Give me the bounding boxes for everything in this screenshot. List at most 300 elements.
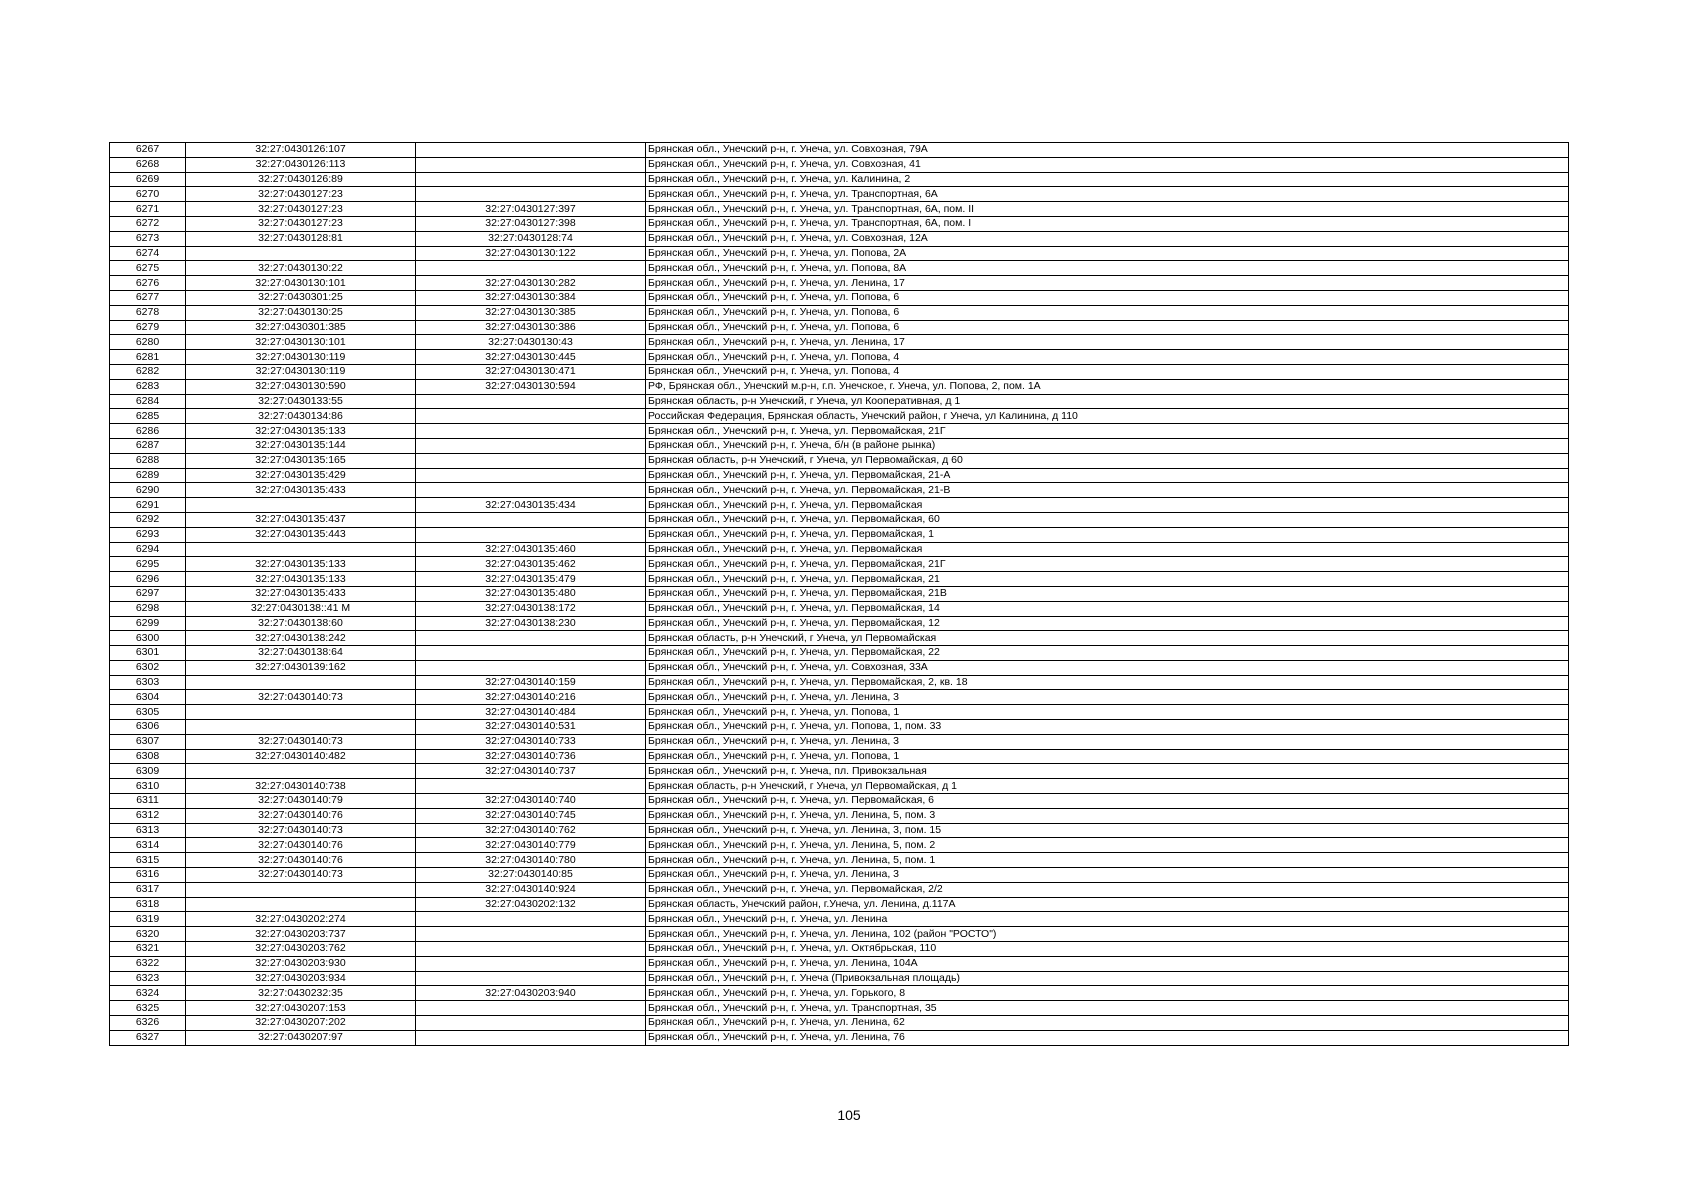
parcel-cadastral-number-cell: 32:27:0430140:79 (186, 794, 416, 809)
table-row (110, 586, 1569, 601)
row-number-cell: 6322 (110, 956, 186, 971)
parcel-cadastral-number-cell: 32:27:0430127:23 (186, 216, 416, 231)
address-cell: РФ, Брянская обл., Унечский м.р-н, г.п. Унечское, г. Унеча, ул. Попова, 2, пом. 1А (646, 379, 1569, 394)
table-row (110, 438, 1569, 453)
parcel-cadastral-number-cell (186, 897, 416, 912)
parcel-cadastral-number-cell (186, 882, 416, 897)
table-row (110, 157, 1569, 172)
table-row (110, 986, 1569, 1001)
table-row (110, 498, 1569, 513)
object-cadastral-number-cell: 32:27:0430140:531 (416, 720, 646, 735)
address-cell: Брянская обл., Унечский р-н, г. Унеча, ул. Ленина, 5, пом. 3 (646, 808, 1569, 823)
object-cadastral-number-cell: 32:27:0430135:480 (416, 586, 646, 601)
registry-table (109, 142, 1569, 1046)
address-cell: Брянская обл., Унечский р-н, г. Унеча, ул. Ленина, 104А (646, 956, 1569, 971)
row-number-cell: 6309 (110, 764, 186, 779)
table-row (110, 187, 1569, 202)
table-row (110, 453, 1569, 468)
address-cell: Брянская обл., Унечский р-н, г. Унеча, б/н (в районе рынка) (646, 438, 1569, 453)
object-cadastral-number-cell: 32:27:0430130:122 (416, 246, 646, 261)
object-cadastral-number-cell (416, 143, 646, 158)
table-row (110, 631, 1569, 646)
object-cadastral-number-cell (416, 942, 646, 957)
row-number-cell: 6267 (110, 143, 186, 158)
address-cell: Брянская обл., Унечский р-н, г. Унеча, ул. Совхозная, 79А (646, 143, 1569, 158)
table-row (110, 350, 1569, 365)
object-cadastral-number-cell: 32:27:0430130:594 (416, 379, 646, 394)
address-cell: Брянская обл., Унечский р-н, г. Унеча, ул. Ленина, 3, пом. 15 (646, 823, 1569, 838)
parcel-cadastral-number-cell: 32:27:0430130:101 (186, 276, 416, 291)
object-cadastral-number-cell (416, 631, 646, 646)
object-cadastral-number-cell: 32:27:0430140:745 (416, 808, 646, 823)
parcel-cadastral-number-cell: 32:27:0430135:144 (186, 438, 416, 453)
row-number-cell: 6324 (110, 986, 186, 1001)
address-cell: Брянская обл., Унечский р-н, г. Унеча, ул. Первомайская, 12 (646, 616, 1569, 631)
parcel-cadastral-number-cell: 32:27:0430203:762 (186, 942, 416, 957)
object-cadastral-number-cell (416, 1016, 646, 1031)
row-number-cell: 6284 (110, 394, 186, 409)
address-cell: Брянская область, р-н Унечский, г Унеча, ул Первомайская, д 1 (646, 779, 1569, 794)
object-cadastral-number-cell: 32:27:0430138:172 (416, 601, 646, 616)
parcel-cadastral-number-cell: 32:27:0430130:119 (186, 364, 416, 379)
object-cadastral-number-cell (416, 512, 646, 527)
table-row (110, 749, 1569, 764)
parcel-cadastral-number-cell: 32:27:0430140:73 (186, 868, 416, 883)
parcel-cadastral-number-cell: 32:27:0430135:133 (186, 424, 416, 439)
address-cell: Брянская обл., Унечский р-н, г. Унеча, ул. Первомайская, 21Г (646, 424, 1569, 439)
address-cell: Брянская обл., Унечский р-н, г. Унеча, ул. Попова, 6 (646, 320, 1569, 335)
table-row (110, 601, 1569, 616)
parcel-cadastral-number-cell (186, 764, 416, 779)
object-cadastral-number-cell: 32:27:0430140:85 (416, 868, 646, 883)
address-cell: Брянская обл., Унечский р-н, г. Унеча, ул. Первомайская, 1 (646, 527, 1569, 542)
parcel-cadastral-number-cell: 32:27:0430135:443 (186, 527, 416, 542)
row-number-cell: 6308 (110, 749, 186, 764)
table-row (110, 971, 1569, 986)
row-number-cell: 6295 (110, 557, 186, 572)
table-row (110, 246, 1569, 261)
table-row (110, 882, 1569, 897)
object-cadastral-number-cell (416, 971, 646, 986)
table-row (110, 557, 1569, 572)
table-row (110, 290, 1569, 305)
object-cadastral-number-cell (416, 172, 646, 187)
row-number-cell: 6304 (110, 690, 186, 705)
object-cadastral-number-cell: 32:27:0430135:479 (416, 572, 646, 587)
object-cadastral-number-cell (416, 483, 646, 498)
page-number: 105 (837, 1107, 861, 1123)
parcel-cadastral-number-cell: 32:27:0430135:165 (186, 453, 416, 468)
parcel-cadastral-number-cell (186, 246, 416, 261)
parcel-cadastral-number-cell: 32:27:0430135:133 (186, 572, 416, 587)
table-row (110, 483, 1569, 498)
address-cell: Брянская обл., Унечский р-н, г. Унеча, ул. Ленина, 62 (646, 1016, 1569, 1031)
parcel-cadastral-number-cell: 32:27:0430126:113 (186, 157, 416, 172)
table-row (110, 927, 1569, 942)
object-cadastral-number-cell (416, 187, 646, 202)
table-row (110, 261, 1569, 276)
parcel-cadastral-number-cell: 32:27:0430130:101 (186, 335, 416, 350)
object-cadastral-number-cell (416, 424, 646, 439)
table-row (110, 734, 1569, 749)
row-number-cell: 6316 (110, 868, 186, 883)
object-cadastral-number-cell: 32:27:0430128:74 (416, 231, 646, 246)
parcel-cadastral-number-cell: 32:27:0430203:737 (186, 927, 416, 942)
object-cadastral-number-cell: 32:27:0430130:385 (416, 305, 646, 320)
row-number-cell: 6275 (110, 261, 186, 276)
row-number-cell: 6314 (110, 838, 186, 853)
address-cell: Российская Федерация, Брянская область, Унечский район, г Унеча, ул Калинина, д 110 (646, 409, 1569, 424)
address-cell: Брянская обл., Унечский р-н, г. Унеча, ул. Транспортная, 6А, пом. I (646, 216, 1569, 231)
parcel-cadastral-number-cell: 32:27:0430138:64 (186, 646, 416, 661)
row-number-cell: 6311 (110, 794, 186, 809)
parcel-cadastral-number-cell: 32:27:0430207:153 (186, 1001, 416, 1016)
table-row (110, 675, 1569, 690)
object-cadastral-number-cell (416, 660, 646, 675)
object-cadastral-number-cell (416, 1030, 646, 1045)
table-row (110, 764, 1569, 779)
object-cadastral-number-cell: 32:27:0430140:924 (416, 882, 646, 897)
parcel-cadastral-number-cell (186, 498, 416, 513)
object-cadastral-number-cell: 32:27:0430135:462 (416, 557, 646, 572)
parcel-cadastral-number-cell: 32:27:0430133:55 (186, 394, 416, 409)
address-cell: Брянская обл., Унечский р-н, г. Унеча, пл. Привокзальная (646, 764, 1569, 779)
address-cell: Брянская обл., Унечский р-н, г. Унеча, ул. Первомайская, 2/2 (646, 882, 1569, 897)
object-cadastral-number-cell: 32:27:0430130:386 (416, 320, 646, 335)
address-cell: Брянская обл., Унечский р-н, г. Унеча, ул. Первомайская, 60 (646, 512, 1569, 527)
table-row (110, 942, 1569, 957)
parcel-cadastral-number-cell: 32:27:0430301:25 (186, 290, 416, 305)
parcel-cadastral-number-cell: 32:27:0430203:930 (186, 956, 416, 971)
address-cell: Брянская обл., Унечский р-н, г. Унеча, ул. Первомайская (646, 498, 1569, 513)
parcel-cadastral-number-cell: 32:27:0430140:73 (186, 690, 416, 705)
object-cadastral-number-cell (416, 409, 646, 424)
address-cell: Брянская область, р-н Унечский, г Унеча, ул Первомайская, д 60 (646, 453, 1569, 468)
row-number-cell: 6297 (110, 586, 186, 601)
row-number-cell: 6271 (110, 202, 186, 217)
parcel-cadastral-number-cell: 32:27:0430126:107 (186, 143, 416, 158)
table-row (110, 660, 1569, 675)
parcel-cadastral-number-cell: 32:27:0430207:202 (186, 1016, 416, 1031)
address-cell: Брянская обл., Унечский р-н, г. Унеча, ул. Совхозная, 41 (646, 157, 1569, 172)
row-number-cell: 6302 (110, 660, 186, 675)
row-number-cell: 6291 (110, 498, 186, 513)
row-number-cell: 6281 (110, 350, 186, 365)
address-cell: Брянская обл., Унечский р-н, г. Унеча, ул. Ленина, 17 (646, 335, 1569, 350)
row-number-cell: 6280 (110, 335, 186, 350)
address-cell: Брянская обл., Унечский р-н, г. Унеча, ул. Попова, 1 (646, 705, 1569, 720)
parcel-cadastral-number-cell: 32:27:0430139:162 (186, 660, 416, 675)
table-row (110, 779, 1569, 794)
address-cell: Брянская обл., Унечский р-н, г. Унеча, ул. Попова, 1 (646, 749, 1569, 764)
object-cadastral-number-cell: 32:27:0430130:43 (416, 335, 646, 350)
object-cadastral-number-cell: 32:27:0430127:397 (416, 202, 646, 217)
object-cadastral-number-cell (416, 956, 646, 971)
table-row (110, 424, 1569, 439)
table-row (110, 705, 1569, 720)
parcel-cadastral-number-cell: 32:27:0430130:22 (186, 261, 416, 276)
row-number-cell: 6269 (110, 172, 186, 187)
table-row (110, 853, 1569, 868)
object-cadastral-number-cell: 32:27:0430140:216 (416, 690, 646, 705)
address-cell: Брянская обл., Унечский р-н, г. Унеча, ул. Калинина, 2 (646, 172, 1569, 187)
parcel-cadastral-number-cell: 32:27:0430135:429 (186, 468, 416, 483)
object-cadastral-number-cell: 32:27:0430140:736 (416, 749, 646, 764)
object-cadastral-number-cell: 32:27:0430127:398 (416, 216, 646, 231)
object-cadastral-number-cell (416, 527, 646, 542)
address-cell: Брянская обл., Унечский р-н, г. Унеча, ул. Ленина, 5, пом. 2 (646, 838, 1569, 853)
parcel-cadastral-number-cell (186, 675, 416, 690)
parcel-cadastral-number-cell: 32:27:0430301:385 (186, 320, 416, 335)
row-number-cell: 6283 (110, 379, 186, 394)
table-row (110, 409, 1569, 424)
row-number-cell: 6303 (110, 675, 186, 690)
object-cadastral-number-cell (416, 779, 646, 794)
table-row (110, 690, 1569, 705)
address-cell: Брянская обл., Унечский р-н, г. Унеча, ул. Попова, 6 (646, 305, 1569, 320)
parcel-cadastral-number-cell: 32:27:0430138:60 (186, 616, 416, 631)
table-row (110, 868, 1569, 883)
parcel-cadastral-number-cell: 32:27:0430140:76 (186, 838, 416, 853)
address-cell: Брянская обл., Унечский р-н, г. Унеча, ул. Первомайская, 21-А (646, 468, 1569, 483)
row-number-cell: 6268 (110, 157, 186, 172)
row-number-cell: 6317 (110, 882, 186, 897)
object-cadastral-number-cell (416, 438, 646, 453)
parcel-cadastral-number-cell: 32:27:0430140:73 (186, 734, 416, 749)
table-row (110, 616, 1569, 631)
address-cell: Брянская обл., Унечский р-н, г. Унеча (Привокзальная площадь) (646, 971, 1569, 986)
registry-table-body (110, 143, 1569, 1046)
parcel-cadastral-number-cell (186, 720, 416, 735)
parcel-cadastral-number-cell: 32:27:0430140:76 (186, 808, 416, 823)
object-cadastral-number-cell: 32:27:0430202:132 (416, 897, 646, 912)
row-number-cell: 6318 (110, 897, 186, 912)
parcel-cadastral-number-cell: 32:27:0430232:35 (186, 986, 416, 1001)
address-cell: Брянская область, р-н Унечский, г Унеча, ул Кооперативная, д 1 (646, 394, 1569, 409)
table-row (110, 808, 1569, 823)
address-cell: Брянская обл., Унечский р-н, г. Унеча, ул. Ленина, 3 (646, 868, 1569, 883)
row-number-cell: 6276 (110, 276, 186, 291)
object-cadastral-number-cell: 32:27:0430203:940 (416, 986, 646, 1001)
table-row (110, 512, 1569, 527)
address-cell: Брянская обл., Унечский р-н, г. Унеча, ул. Первомайская, 6 (646, 794, 1569, 809)
table-row (110, 646, 1569, 661)
table-row (110, 202, 1569, 217)
object-cadastral-number-cell: 32:27:0430140:159 (416, 675, 646, 690)
parcel-cadastral-number-cell: 32:27:0430203:934 (186, 971, 416, 986)
parcel-cadastral-number-cell: 32:27:0430140:482 (186, 749, 416, 764)
row-number-cell: 6327 (110, 1030, 186, 1045)
object-cadastral-number-cell: 32:27:0430135:434 (416, 498, 646, 513)
row-number-cell: 6319 (110, 912, 186, 927)
row-number-cell: 6315 (110, 853, 186, 868)
row-number-cell: 6305 (110, 705, 186, 720)
address-cell: Брянская обл., Унечский р-н, г. Унеча, ул. Ленина, 102 (район "РОСТО") (646, 927, 1569, 942)
row-number-cell: 6293 (110, 527, 186, 542)
object-cadastral-number-cell: 32:27:0430140:740 (416, 794, 646, 809)
parcel-cadastral-number-cell: 32:27:0430128:81 (186, 231, 416, 246)
table-row (110, 1030, 1569, 1045)
address-cell: Брянская обл., Унечский р-н, г. Унеча, ул. Первомайская, 21 (646, 572, 1569, 587)
row-number-cell: 6282 (110, 364, 186, 379)
address-cell: Брянская обл., Унечский р-н, г. Унеча, ул. Попова, 4 (646, 350, 1569, 365)
address-cell: Брянская обл., Унечский р-н, г. Унеча, ул. Ленина, 3 (646, 734, 1569, 749)
row-number-cell: 6272 (110, 216, 186, 231)
address-cell: Брянская обл., Унечский р-н, г. Унеча, ул. Ленина, 76 (646, 1030, 1569, 1045)
table-row (110, 897, 1569, 912)
object-cadastral-number-cell: 32:27:0430130:445 (416, 350, 646, 365)
table-row (110, 143, 1569, 158)
parcel-cadastral-number-cell (186, 705, 416, 720)
table-row (110, 305, 1569, 320)
object-cadastral-number-cell: 32:27:0430138:230 (416, 616, 646, 631)
table-row (110, 823, 1569, 838)
object-cadastral-number-cell (416, 468, 646, 483)
row-number-cell: 6270 (110, 187, 186, 202)
object-cadastral-number-cell: 32:27:0430140:780 (416, 853, 646, 868)
parcel-cadastral-number-cell: 32:27:0430130:119 (186, 350, 416, 365)
address-cell: Брянская область, р-н Унечский, г Унеча, ул Первомайская (646, 631, 1569, 646)
address-cell: Брянская обл., Унечский р-н, г. Унеча, ул. Первомайская, 21В (646, 586, 1569, 601)
row-number-cell: 6290 (110, 483, 186, 498)
object-cadastral-number-cell (416, 157, 646, 172)
table-row (110, 838, 1569, 853)
table-row (110, 468, 1569, 483)
object-cadastral-number-cell: 32:27:0430140:737 (416, 764, 646, 779)
row-number-cell: 6288 (110, 453, 186, 468)
table-row (110, 794, 1569, 809)
object-cadastral-number-cell: 32:27:0430130:282 (416, 276, 646, 291)
table-row (110, 231, 1569, 246)
row-number-cell: 6325 (110, 1001, 186, 1016)
parcel-cadastral-number-cell: 32:27:0430135:433 (186, 586, 416, 601)
object-cadastral-number-cell: 32:27:0430130:471 (416, 364, 646, 379)
parcel-cadastral-number-cell: 32:27:0430127:23 (186, 202, 416, 217)
object-cadastral-number-cell: 32:27:0430140:484 (416, 705, 646, 720)
row-number-cell: 6273 (110, 231, 186, 246)
parcel-cadastral-number-cell: 32:27:0430202:274 (186, 912, 416, 927)
row-number-cell: 6277 (110, 290, 186, 305)
row-number-cell: 6274 (110, 246, 186, 261)
row-number-cell: 6296 (110, 572, 186, 587)
table-row (110, 912, 1569, 927)
object-cadastral-number-cell: 32:27:0430140:779 (416, 838, 646, 853)
table-row (110, 364, 1569, 379)
parcel-cadastral-number-cell: 32:27:0430126:89 (186, 172, 416, 187)
parcel-cadastral-number-cell: 32:27:0430135:133 (186, 557, 416, 572)
object-cadastral-number-cell (416, 912, 646, 927)
parcel-cadastral-number-cell (186, 542, 416, 557)
parcel-cadastral-number-cell: 32:27:0430130:25 (186, 305, 416, 320)
address-cell: Брянская обл., Унечский р-н, г. Унеча, ул. Совхозная, 33А (646, 660, 1569, 675)
address-cell: Брянская обл., Унечский р-н, г. Унеча, ул. Первомайская, 2, кв. 18 (646, 675, 1569, 690)
row-number-cell: 6285 (110, 409, 186, 424)
address-cell: Брянская обл., Унечский р-н, г. Унеча, ул. Ленина, 3 (646, 690, 1569, 705)
table-row (110, 720, 1569, 735)
object-cadastral-number-cell (416, 927, 646, 942)
table-row (110, 379, 1569, 394)
object-cadastral-number-cell: 32:27:0430135:460 (416, 542, 646, 557)
row-number-cell: 6292 (110, 512, 186, 527)
row-number-cell: 6326 (110, 1016, 186, 1031)
row-number-cell: 6313 (110, 823, 186, 838)
row-number-cell: 6287 (110, 438, 186, 453)
row-number-cell: 6279 (110, 320, 186, 335)
table-row (110, 956, 1569, 971)
table-row (110, 1001, 1569, 1016)
object-cadastral-number-cell: 32:27:0430140:762 (416, 823, 646, 838)
address-cell: Брянская обл., Унечский р-н, г. Унеча, ул. Первомайская (646, 542, 1569, 557)
row-number-cell: 6301 (110, 646, 186, 661)
row-number-cell: 6294 (110, 542, 186, 557)
object-cadastral-number-cell (416, 261, 646, 276)
table-row (110, 572, 1569, 587)
parcel-cadastral-number-cell: 32:27:0430134:86 (186, 409, 416, 424)
table-row (110, 542, 1569, 557)
address-cell: Брянская обл., Унечский р-н, г. Унеча, ул. Ленина, 17 (646, 276, 1569, 291)
object-cadastral-number-cell (416, 453, 646, 468)
parcel-cadastral-number-cell: 32:27:0430130:590 (186, 379, 416, 394)
address-cell: Брянская обл., Унечский р-н, г. Унеча, ул. Попова, 1, пом. 33 (646, 720, 1569, 735)
address-cell: Брянская обл., Унечский р-н, г. Унеча, ул. Транспортная, 35 (646, 1001, 1569, 1016)
address-cell: Брянская обл., Унечский р-н, г. Унеча, ул. Первомайская, 22 (646, 646, 1569, 661)
table-row (110, 335, 1569, 350)
row-number-cell: 6286 (110, 424, 186, 439)
parcel-cadastral-number-cell: 32:27:0430135:433 (186, 483, 416, 498)
address-cell: Брянская обл., Унечский р-н, г. Унеча, ул. Попова, 6 (646, 290, 1569, 305)
parcel-cadastral-number-cell: 32:27:0430140:738 (186, 779, 416, 794)
address-cell: Брянская обл., Унечский р-н, г. Унеча, ул. Первомайская, 21Г (646, 557, 1569, 572)
address-cell: Брянская обл., Унечский р-н, г. Унеча, ул. Транспортная, 6А, пом. II (646, 202, 1569, 217)
row-number-cell: 6298 (110, 601, 186, 616)
parcel-cadastral-number-cell: 32:27:0430135:437 (186, 512, 416, 527)
row-number-cell: 6299 (110, 616, 186, 631)
parcel-cadastral-number-cell: 32:27:0430138::41 М (186, 601, 416, 616)
object-cadastral-number-cell: 32:27:0430140:733 (416, 734, 646, 749)
row-number-cell: 6300 (110, 631, 186, 646)
address-cell: Брянская обл., Унечский р-н, г. Унеча, ул. Совхозная, 12А (646, 231, 1569, 246)
table-row (110, 276, 1569, 291)
object-cadastral-number-cell (416, 646, 646, 661)
address-cell: Брянская обл., Унечский р-н, г. Унеча, ул. Попова, 2А (646, 246, 1569, 261)
row-number-cell: 6312 (110, 808, 186, 823)
table-row (110, 394, 1569, 409)
object-cadastral-number-cell (416, 1001, 646, 1016)
address-cell: Брянская обл., Унечский р-н, г. Унеча, ул. Первомайская, 14 (646, 601, 1569, 616)
row-number-cell: 6278 (110, 305, 186, 320)
address-cell: Брянская обл., Унечский р-н, г. Унеча, ул. Попова, 4 (646, 364, 1569, 379)
parcel-cadastral-number-cell: 32:27:0430138:242 (186, 631, 416, 646)
table-row (110, 216, 1569, 231)
object-cadastral-number-cell (416, 394, 646, 409)
table-row (110, 172, 1569, 187)
address-cell: Брянская обл., Унечский р-н, г. Унеча, ул. Ленина (646, 912, 1569, 927)
address-cell: Брянская область, Унечский район, г.Унеча, ул. Ленина, д.117А (646, 897, 1569, 912)
row-number-cell: 6307 (110, 734, 186, 749)
parcel-cadastral-number-cell: 32:27:0430207:97 (186, 1030, 416, 1045)
table-row (110, 320, 1569, 335)
row-number-cell: 6289 (110, 468, 186, 483)
address-cell: Брянская обл., Унечский р-н, г. Унеча, ул. Транспортная, 6А (646, 187, 1569, 202)
row-number-cell: 6310 (110, 779, 186, 794)
object-cadastral-number-cell: 32:27:0430130:384 (416, 290, 646, 305)
address-cell: Брянская обл., Унечский р-н, г. Унеча, ул. Октябрьская, 110 (646, 942, 1569, 957)
row-number-cell: 6323 (110, 971, 186, 986)
parcel-cadastral-number-cell: 32:27:0430140:73 (186, 823, 416, 838)
parcel-cadastral-number-cell: 32:27:0430140:76 (186, 853, 416, 868)
address-cell: Брянская обл., Унечский р-н, г. Унеча, ул. Первомайская, 21-В (646, 483, 1569, 498)
row-number-cell: 6306 (110, 720, 186, 735)
